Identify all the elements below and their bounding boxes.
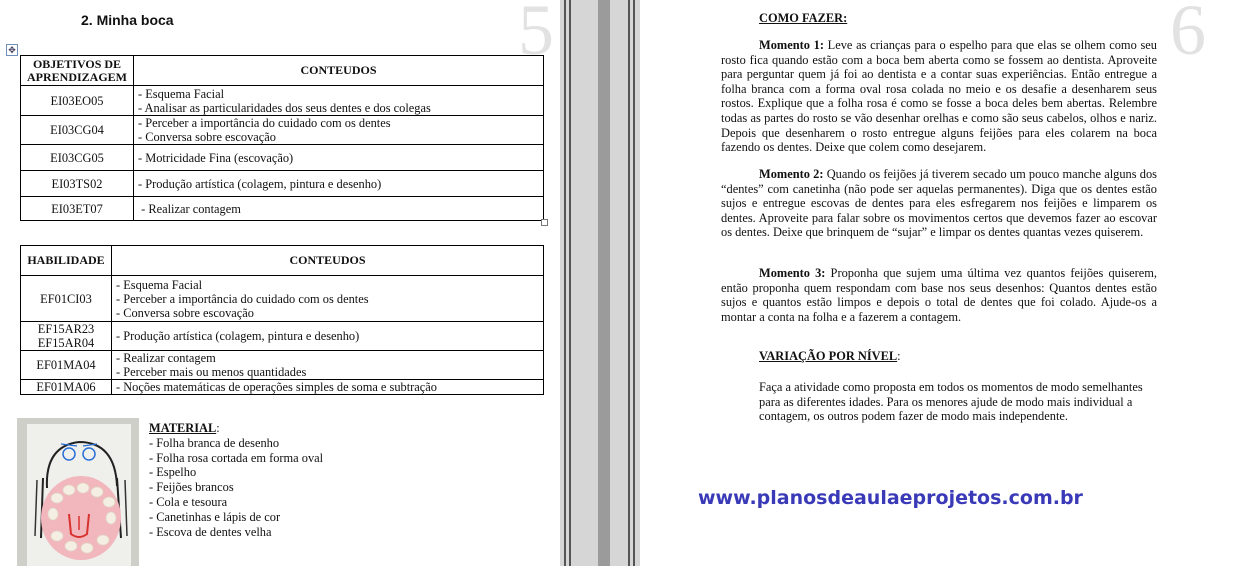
momento-3-paragraph: [721, 266, 1157, 324]
material-item: - Escova de dentes velha: [149, 524, 272, 539]
variacao-heading: VARIAÇÃO POR NÍVEL:: [759, 349, 901, 363]
content-item: - Conversa sobre escovação: [138, 130, 276, 144]
content-cell: [112, 380, 544, 395]
material-list: [149, 421, 323, 539]
objective-code: EF01MA04: [21, 351, 112, 380]
table-header: CONTEUDOS: [112, 246, 544, 276]
table-row: [21, 322, 544, 351]
page-number: 5: [518, 0, 554, 70]
table-row: [21, 145, 544, 171]
objectives-table: [20, 55, 544, 221]
content-cell: [134, 116, 544, 145]
gutter-bar: [598, 0, 610, 566]
skills-table: [20, 245, 544, 395]
momento-label: Momento 3:: [759, 266, 826, 280]
section-title: 2. Minha boca: [81, 12, 174, 28]
momento-text: Quando os feijões já tiverem secado um pouco manche alguns dos “dentes” com canetinha (não pode ser aquelas permanentes). Diga que os dentes estão sujos e entregue escovas de dentes para eles esfregarem nos feijões e limparem os dentes. Aproveite para falar sobre os movimentos certos que devemos fazer ao escovar os dentes. Deixe que brinquem de “sujar” e limpar os dentes quantas vezes quiserem.: [721, 167, 1157, 240]
objective-code: EI03EO05: [21, 86, 134, 116]
table-resize-handle[interactable]: [541, 219, 548, 226]
content-cell: [134, 145, 544, 171]
table-header: HABILIDADE: [21, 246, 112, 276]
left-page: [0, 0, 560, 566]
objective-code: EF15AR23 EF15AR04: [21, 322, 112, 351]
material-title: MATERIAL: [149, 421, 217, 435]
website-link[interactable]: www.planosdeaulaeprojetos.com.br: [698, 487, 1083, 509]
momento-text: Proponha que sujem uma última vez quantos feijões quiserem, então proponha quem respondam com base nos seus desenhos: Quantos dentes estão sujos e quantos estão limpos e depois o total de dentes que foi colado. Ajude-os a montar a conta na folha e a fazerem a contagem.: [721, 266, 1158, 324]
content-item: - Realizar contagem: [138, 201, 241, 216]
material-colon: :: [216, 421, 220, 435]
table-row: [21, 86, 544, 116]
material-item: - Espelho: [149, 465, 197, 480]
material-item: - Feijões brancos: [149, 480, 234, 495]
como-fazer-heading: COMO FAZER:: [759, 11, 848, 25]
objective-code: EI03CG05: [21, 145, 134, 171]
content-item: - Conversa sobre escovação: [116, 305, 254, 320]
content-item: - Produção artística (colagem, pintura e desenho): [138, 176, 382, 191]
content-item: - Esquema Facial: [138, 86, 225, 101]
page-border: [628, 0, 630, 566]
content-item: - Analisar as particularidades dos seus dentes e dos colegas: [138, 100, 431, 115]
table-row: [21, 171, 544, 197]
content-cell: [134, 197, 544, 221]
momento-label: Momento 2:: [759, 167, 824, 181]
content-cell: [134, 86, 544, 116]
content-item: - Perceber a importância do cuidado com os dentes: [138, 116, 391, 130]
objective-code: EI03TS02: [21, 171, 134, 197]
objective-code: EF01MA06: [21, 380, 112, 395]
table-row: [21, 351, 544, 380]
table-header: CONTEUDOS: [134, 56, 544, 86]
material-item: - Cola e tesoura: [149, 494, 228, 509]
table-row: [21, 197, 544, 221]
momento-2-paragraph: [721, 167, 1157, 240]
momento-1-paragraph: [721, 38, 1157, 155]
momento-text: Leve as crianças para o espelho para que elas se olhem como seu rosto fica quando estão com a boca bem aberta como se fossem ao dentista. Aproveite para perguntar quem já foi ao dentista e a contar suas experiências. Então entregue a folha branca com a forma oval rosa colada no meio e os desafie a desenharem seus rostos. Explique que a folha rosa é como se fosse a boca deles bem abertas. Relembre todas as partes do rosto se vão desenhar orelhas e como são seus cabelos, olhos e nariz. Depois que desenharem o rosto entregue alguns feijões para eles colarem na boca fazendo os dentes. Deixe que colem como desejarem.: [721, 38, 1157, 155]
content-cell: [112, 322, 544, 351]
content-cell: [112, 276, 544, 322]
page-border: [569, 0, 571, 566]
table-row: [21, 116, 544, 145]
material-item: - Folha branca de desenho: [149, 435, 280, 450]
content-cell: [112, 351, 544, 380]
material-item: - Canetinhas e lápis de cor: [149, 509, 281, 524]
material-item: - Folha rosa cortada em forma oval: [149, 450, 324, 465]
page-border: [564, 0, 566, 566]
content-item: - Produção artística (colagem, pintura e desenho): [116, 329, 360, 343]
content-item: - Esquema Facial: [116, 277, 203, 292]
content-item: - Motricidade Fina (escovação): [138, 150, 294, 165]
table-row: [21, 380, 544, 395]
objective-code: EI03ET07: [21, 197, 134, 221]
page-number: 6: [1170, 0, 1206, 70]
content-item: - Realizar contagem: [116, 351, 216, 365]
momento-label: Momento 1:: [759, 38, 824, 52]
content-item: - Perceber a importância do cuidado com os dentes: [116, 291, 369, 306]
content-cell: [134, 171, 544, 197]
objective-code: EI03CG04: [21, 116, 134, 145]
table-move-handle-icon[interactable]: ✥: [6, 44, 18, 56]
child-drawing-photo: [17, 418, 139, 566]
objective-code: EF01CI03: [21, 276, 112, 322]
variacao-text: Faça a atividade como proposta em todos os momentos de modo semelhantes para as diferentes idades. Para os menores ajude de modo mais individual a contagem, os outros podem fazer de modo mais independente.: [759, 380, 1143, 424]
table-header: OBJETIVOS DE APRENDIZAGEM: [21, 56, 134, 86]
table-row: [21, 276, 544, 322]
content-item: - Noções matemáticas de operações simples de soma e subtração: [116, 380, 438, 394]
page-border: [633, 0, 635, 566]
content-item: - Perceber mais ou menos quantidades: [116, 365, 307, 379]
